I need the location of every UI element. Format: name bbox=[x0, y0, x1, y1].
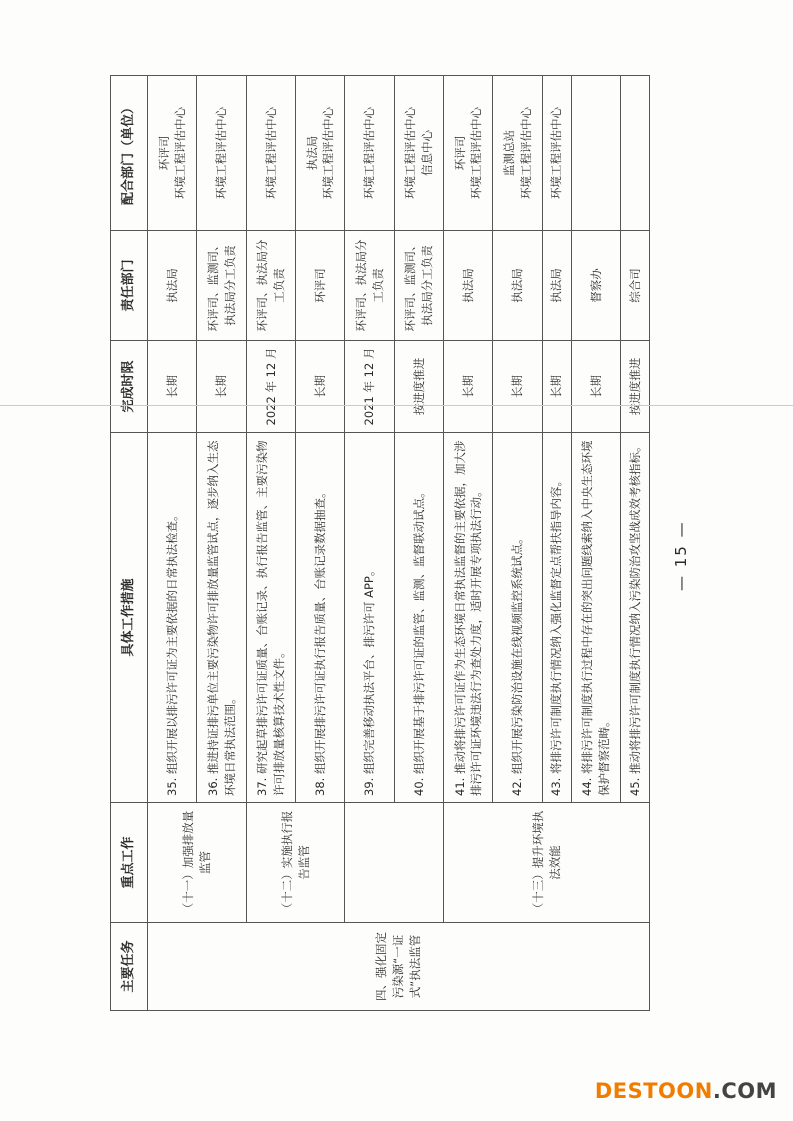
measure-cell: 38. 组织开展排污许可证执行报告质量、台账记录数据抽查。 bbox=[296, 433, 345, 803]
measure-cell: 41. 推动将排污许可证作为生态环境日常执法监督的主要依据，加大涉排污许可证环境违法行为查处力度，适时开展专项执法行动。 bbox=[444, 433, 493, 803]
responsible-dept-cell: 环评司、监测司、执法局分工负责 bbox=[394, 231, 443, 341]
key-work-cell: （十三）提升环境执法效能 bbox=[444, 803, 650, 923]
task-table bbox=[110, 75, 650, 1011]
responsible-dept-cell: 执法局 bbox=[444, 231, 493, 341]
measure-cell: 36. 推进持证排污单位主要污染物许可排放量监管试点，逐步纳入生态环境日常执法范围。 bbox=[197, 433, 246, 803]
measure-cell: 40. 组织开展基于排污许可证的监管、监测、监督联动试点。 bbox=[394, 433, 443, 803]
responsible-dept-cell: 环评司 bbox=[296, 231, 345, 341]
header-cooperating-dept: 配合部门（单位） bbox=[111, 76, 148, 231]
measure-cell: 39. 组织完善移动执法平台、排污许可 APP。 bbox=[345, 433, 394, 803]
key-work-cell bbox=[345, 803, 444, 923]
measure-cell: 37. 研究起草排污许可证质量、台账记录、执行报告监管、主要污染物许可排放量核算技术性文件。 bbox=[246, 433, 295, 803]
watermark-brand: DESTOON bbox=[594, 1079, 713, 1103]
cooperating-dept-cell bbox=[571, 76, 620, 231]
measure-cell: 42. 组织开展污染防治设施在线视频监控系统试点。 bbox=[493, 433, 542, 803]
watermark-logo bbox=[595, 1079, 777, 1103]
measure-cell: 35. 组织开展以排污许可证为主要依据的日常执法检查。 bbox=[148, 433, 197, 803]
measure-cell: 43. 将排污许可制度执行情况纳入强化监督定点帮扶指导内容。 bbox=[542, 433, 571, 803]
responsible-dept-cell: 执法局 bbox=[542, 231, 571, 341]
deadline-cell: 按进度推进 bbox=[621, 341, 650, 433]
cooperating-dept-cell bbox=[621, 76, 650, 231]
table-row bbox=[246, 76, 295, 1011]
deadline-cell: 长期 bbox=[542, 341, 571, 433]
main-task-cell: 四、强化固定污染源“一证式”执法监管 bbox=[148, 923, 650, 1011]
watermark-tld: COM bbox=[721, 1079, 777, 1103]
deadline-cell: 按进度推进 bbox=[394, 341, 443, 433]
table-row bbox=[345, 76, 394, 1011]
header-deadline: 完成时限 bbox=[111, 341, 148, 433]
scan-line bbox=[0, 405, 793, 406]
deadline-cell: 长期 bbox=[571, 341, 620, 433]
key-work-cell: （十二）实施执行报告监管 bbox=[246, 803, 345, 923]
responsible-dept-cell: 综合司 bbox=[621, 231, 650, 341]
header-responsible-dept: 责任部门 bbox=[111, 231, 148, 341]
header-main-task: 主要任务 bbox=[111, 923, 148, 1011]
deadline-cell: 长期 bbox=[296, 341, 345, 433]
key-work-cell: （十一）加强排放量监管 bbox=[148, 803, 247, 923]
cooperating-dept-cell: 执法局 环境工程评估中心 bbox=[296, 76, 345, 231]
deadline-cell: 长期 bbox=[148, 341, 197, 433]
page-number: — 15 — bbox=[672, 520, 690, 591]
watermark-dot: . bbox=[712, 1079, 722, 1103]
deadline-cell: 长期 bbox=[444, 341, 493, 433]
responsible-dept-cell: 环评司、执法局分工负责 bbox=[345, 231, 394, 341]
responsible-dept-cell: 环评司、执法局分工负责 bbox=[246, 231, 295, 341]
table-body bbox=[148, 76, 650, 1011]
cooperating-dept-cell: 环境工程评估中心 bbox=[246, 76, 295, 231]
responsible-dept-cell: 督察办 bbox=[571, 231, 620, 341]
cooperating-dept-cell: 环评司 环境工程评估中心 bbox=[444, 76, 493, 231]
cooperating-dept-cell: 环境工程评估中心 bbox=[345, 76, 394, 231]
cooperating-dept-cell: 环境工程评估中心 bbox=[197, 76, 246, 231]
table-row bbox=[148, 76, 197, 1011]
responsible-dept-cell: 环评司、监测司、执法局分工负责 bbox=[197, 231, 246, 341]
table-header-row bbox=[111, 76, 148, 1011]
cooperating-dept-cell: 环境工程评估中心 bbox=[542, 76, 571, 231]
cooperating-dept-cell: 监测总站 环境工程评估中心 bbox=[493, 76, 542, 231]
measure-cell: 45. 推动将排污许可制度执行情况纳入污染防治攻坚战成效考核指标。 bbox=[621, 433, 650, 803]
deadline-cell: 长期 bbox=[197, 341, 246, 433]
header-measures: 具体工作措施 bbox=[111, 433, 148, 803]
measure-cell: 44. 将排污许可制度执行过程中存在的突出问题线索纳入中央生态环境保护督察范畴。 bbox=[571, 433, 620, 803]
responsible-dept-cell: 执法局 bbox=[493, 231, 542, 341]
deadline-cell: 2022 年 12 月 bbox=[246, 341, 295, 433]
cooperating-dept-cell: 环境工程评估中心 信息中心 bbox=[394, 76, 443, 231]
header-key-work: 重点工作 bbox=[111, 803, 148, 923]
responsible-dept-cell: 执法局 bbox=[148, 231, 197, 341]
deadline-cell: 2021 年 12 月 bbox=[345, 341, 394, 433]
table-row bbox=[444, 76, 493, 1011]
cooperating-dept-cell: 环评司 环境工程评估中心 bbox=[148, 76, 197, 231]
deadline-cell: 长期 bbox=[493, 341, 542, 433]
